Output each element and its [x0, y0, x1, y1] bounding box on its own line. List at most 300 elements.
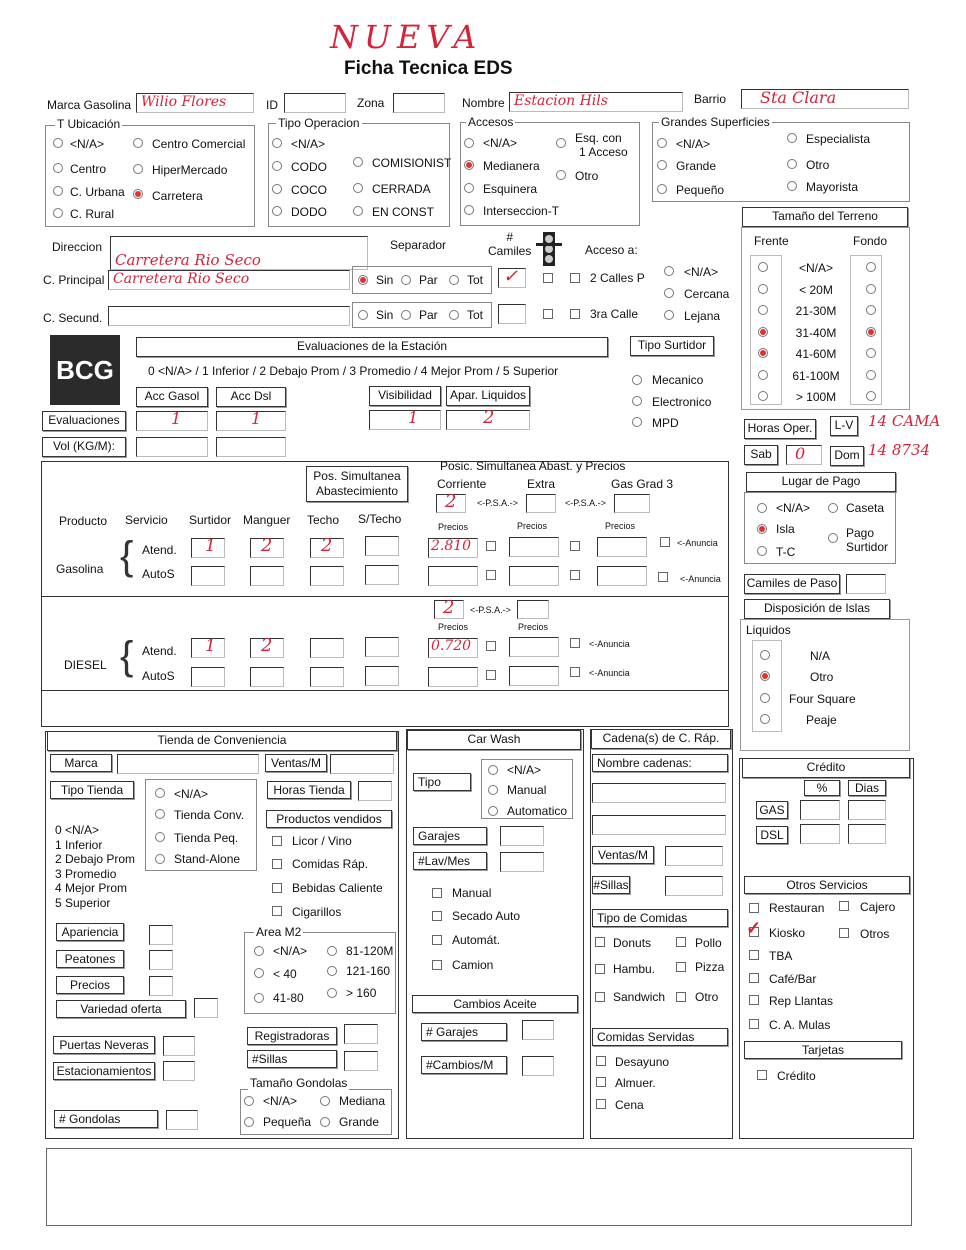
pv-cigarillos-check[interactable] — [272, 906, 282, 916]
tienda-marca-button[interactable]: Marca — [50, 754, 112, 772]
gas-autos-surtidor[interactable] — [191, 566, 225, 586]
surt-mecanico-label: Mecanico — [652, 373, 704, 387]
id-field[interactable] — [284, 93, 346, 113]
frente-radio-4[interactable] — [758, 348, 768, 358]
surt-electronico-radio[interactable] — [632, 396, 642, 406]
os-kiosko-mark: ✓ — [746, 918, 762, 938]
op-na-label: <N/A> — [291, 137, 326, 151]
os-cajero-check[interactable] — [839, 901, 849, 911]
stecho-header: S/Techo — [358, 512, 402, 526]
cw-manual-chk-label: Manual — [452, 886, 492, 900]
gas-autos-stecho[interactable] — [365, 565, 399, 585]
gond-na-label: <N/A> — [263, 1094, 298, 1108]
tc-pollo-check[interactable] — [676, 937, 686, 947]
frente-radio-0[interactable] — [758, 262, 768, 272]
os-otros-check[interactable] — [839, 928, 849, 938]
dsl-autos-stecho[interactable] — [365, 666, 399, 686]
op-na-radio[interactable] — [272, 138, 282, 148]
ca-cambios-field[interactable] — [522, 1056, 554, 1076]
fondo-radio-4[interactable] — [866, 348, 876, 358]
dsl-psa-field[interactable] — [434, 597, 464, 619]
gasolina-brace: { — [120, 534, 134, 578]
gas-atend-precio1[interactable] — [428, 538, 478, 558]
peatones-button[interactable]: Peatones — [56, 950, 124, 968]
gond-pequena-radio[interactable] — [244, 1117, 254, 1127]
dsl-precios-2: Precios — [518, 622, 549, 632]
islas-liquidos: Liquidos — [746, 623, 791, 637]
eval-apar-field[interactable] — [446, 407, 530, 430]
tienda-scale-4: 4 Mejor Prom — [55, 881, 128, 895]
pv-comidas-label: Comidas Ráp. — [292, 857, 369, 871]
ubic-hiper-radio[interactable] — [133, 164, 143, 174]
gasolina-label: Gasolina — [56, 562, 104, 576]
acceso-a-label: Acceso a: — [585, 243, 638, 257]
nombre-cadenas-button[interactable]: Nombre cadenas: — [592, 754, 728, 772]
tienda-ventas-button[interactable]: Ventas/M — [265, 754, 327, 772]
gas-autos-chk3[interactable] — [658, 572, 668, 582]
eval-visib-field[interactable] — [369, 410, 441, 430]
ubicacion-title: T Ubicación — [57, 117, 121, 131]
csecund-field[interactable] — [108, 306, 350, 326]
credito-pct-button[interactable]: % — [804, 780, 840, 796]
area-4180-label: 41-80 — [273, 991, 304, 1005]
area-na-radio[interactable] — [254, 946, 264, 956]
puertas-button[interactable]: Puertas Neveras — [53, 1036, 155, 1054]
fondo-radio-2[interactable] — [866, 305, 876, 315]
marca-field[interactable] — [136, 93, 254, 113]
op-codo-radio[interactable] — [272, 161, 282, 171]
frente-radio-3[interactable] — [758, 327, 768, 337]
acc-esquinera-radio[interactable] — [464, 183, 474, 193]
gas-autos-chk1[interactable] — [486, 570, 496, 580]
cw-lav-field[interactable] — [500, 852, 544, 872]
precios-label-3: Precios — [605, 521, 636, 531]
num-gondolas-field[interactable] — [166, 1110, 198, 1130]
dsl-atend-precio1[interactable] — [428, 638, 478, 658]
cs-cena-check[interactable] — [596, 1099, 606, 1109]
sep2-sin-label: Sin — [376, 308, 394, 322]
zona-label: Zona — [357, 96, 385, 110]
dsl-autos-chk2[interactable] — [570, 667, 580, 677]
vol-gasol-field[interactable] — [136, 437, 208, 457]
tarjetas-title: Tarjetas — [744, 1041, 902, 1059]
estac-field[interactable] — [163, 1061, 195, 1081]
eval-v1: 1 — [171, 409, 182, 428]
acc-esq-radio[interactable] — [556, 138, 566, 148]
islas-na-radio[interactable] — [760, 650, 770, 660]
pv-comidas-check[interactable] — [272, 859, 282, 869]
cw-lav-button[interactable]: #Lav/Mes — [413, 852, 487, 870]
cadena-nombre-field1[interactable] — [592, 783, 726, 803]
gs-especialista-label: Especialista — [806, 132, 871, 146]
fondo-radio-6[interactable] — [866, 391, 876, 401]
precios-field[interactable] — [149, 976, 173, 996]
sep1-tot-radio[interactable] — [449, 275, 459, 285]
gas-autos-precio1[interactable] — [428, 566, 478, 586]
os-cafe-label: Café/Bar — [769, 972, 817, 986]
gas-atend-chk2[interactable] — [570, 541, 580, 551]
acc-cercana-radio[interactable] — [664, 288, 674, 298]
gas-atend-anuncia: <-Anuncia — [677, 538, 718, 548]
horas-tienda-field[interactable] — [358, 781, 392, 801]
cadena-ventas-field[interactable] — [665, 846, 723, 866]
gas-atend-techo[interactable] — [310, 535, 344, 558]
gas-autos-precio3[interactable] — [597, 566, 647, 586]
tienda-scale-3: 3 Promedio — [55, 866, 117, 881]
frente-radio-1[interactable] — [758, 284, 768, 294]
acc-na2-radio[interactable] — [664, 266, 674, 276]
area-40-label: < 40 — [273, 967, 297, 981]
gs-otro-radio[interactable] — [787, 159, 797, 169]
op-dodo-radio[interactable] — [272, 206, 282, 216]
gs-na-radio[interactable] — [657, 138, 667, 148]
csecund-label: C. Secund. — [43, 311, 103, 325]
dsl-autos-manguer[interactable] — [250, 667, 284, 687]
calles2-check[interactable] — [570, 273, 580, 283]
dsl-atend-manguer[interactable] — [250, 635, 284, 658]
estac-button[interactable]: Estacionamientos — [53, 1062, 155, 1080]
tienda-marca-field[interactable] — [117, 754, 259, 774]
islas-four-label: Four Square — [789, 692, 856, 706]
frente-radio-2[interactable] — [758, 305, 768, 315]
acc-cercana-label: Cercana — [684, 287, 730, 301]
surt-mecanico-radio[interactable] — [632, 375, 642, 385]
islas-otro-radio[interactable] — [760, 671, 770, 681]
visibilidad-button[interactable]: Visibilidad — [369, 386, 441, 406]
dsl-autos-surtidor[interactable] — [191, 667, 225, 687]
cw-secado-label: Secado Auto — [452, 909, 521, 923]
credito-gas-dias[interactable] — [848, 800, 886, 820]
horas-oper-button[interactable]: Horas Oper. — [744, 419, 816, 439]
pago-caseta-label: Caseta — [846, 501, 885, 515]
registradoras-field[interactable] — [344, 1024, 378, 1044]
psa-label-1: <-P.S.A.-> — [477, 498, 518, 508]
tc-pizza-check[interactable] — [676, 962, 686, 972]
sep1-par-radio[interactable] — [401, 275, 411, 285]
tienda-sillas-field[interactable] — [344, 1051, 378, 1071]
sep1-par-label: Par — [419, 273, 438, 287]
dom-button[interactable]: Dom — [830, 446, 864, 466]
sep2-par-radio[interactable] — [401, 310, 411, 320]
gs-pequeno-radio[interactable] — [657, 184, 667, 194]
gas-atend-chk1[interactable] — [486, 541, 496, 551]
frente-radio-5[interactable] — [758, 370, 768, 380]
cw-automat-check[interactable] — [432, 935, 442, 945]
tienda-sillas-button[interactable]: #Sillas — [247, 1050, 337, 1068]
cadena-nombre-field2[interactable] — [592, 815, 726, 835]
gas-atend-surtidor[interactable] — [191, 538, 225, 558]
ca-cambios-button[interactable]: #Cambios/M — [421, 1056, 507, 1074]
gas-atend-stecho[interactable] — [365, 536, 399, 556]
zona-field[interactable] — [393, 93, 445, 113]
credito-dias-button[interactable]: Dias — [848, 780, 886, 796]
precios-button[interactable]: Precios — [56, 976, 124, 994]
ubic-urbana-radio[interactable] — [53, 186, 63, 196]
cw-auto-radio[interactable] — [488, 806, 498, 816]
tienda-ventas-field[interactable] — [330, 754, 394, 774]
frente-radio-6[interactable] — [758, 391, 768, 401]
dsl-autos-precio2[interactable] — [509, 666, 559, 686]
camiles-paso-button[interactable]: Camiles de Paso — [744, 574, 840, 594]
surt-mpd-radio[interactable] — [632, 417, 642, 427]
dsl-atend-chk2[interactable] — [570, 638, 580, 648]
cw-secado-check[interactable] — [432, 911, 442, 921]
gas-atend-manguer[interactable] — [250, 535, 284, 558]
ubic-carretera-radio[interactable] — [133, 189, 143, 199]
tc-hambu-check[interactable] — [595, 964, 605, 974]
tt-na-radio[interactable] — [155, 788, 165, 798]
tipo-tienda-button[interactable]: Tipo Tienda — [50, 781, 134, 799]
os-restauran-check[interactable] — [749, 903, 759, 913]
traffic-light-icon — [536, 232, 562, 266]
psa-label-2: <-P.S.A.-> — [565, 498, 606, 508]
os-tba-check[interactable] — [749, 950, 759, 960]
tc-donuts-check[interactable] — [595, 937, 605, 947]
gas-atend-precio2[interactable] — [509, 537, 559, 557]
pago-caseta-radio[interactable] — [828, 503, 838, 513]
gas-atend-chk3[interactable] — [660, 537, 670, 547]
cadena-sillas-button[interactable]: #Sillas — [593, 878, 629, 892]
nombre-field[interactable] — [509, 92, 683, 112]
camiles-paso-field[interactable] — [846, 574, 886, 594]
psa-gas3-field[interactable] — [614, 494, 650, 513]
gas-autos-chk2[interactable] — [570, 570, 580, 580]
handwritten-nueva: NUEVA — [330, 18, 483, 56]
cw-tipo-button[interactable]: Tipo — [413, 773, 471, 791]
dsl-precios-1: Precios — [438, 622, 469, 632]
cprincipal-value: Carretera Rio Seco — [113, 271, 250, 287]
islas-four-radio[interactable] — [760, 693, 770, 703]
tt-conv-radio[interactable] — [155, 809, 165, 819]
apariencia-field[interactable] — [149, 925, 173, 945]
fondo-radio-1[interactable] — [866, 284, 876, 294]
op-coco-radio[interactable] — [272, 184, 282, 194]
surt-mpd-label: MPD — [652, 416, 679, 430]
credito-dsl-pct[interactable] — [800, 824, 840, 844]
camiles1-field[interactable] — [498, 268, 526, 288]
camiles2-field[interactable] — [498, 304, 526, 324]
gas-autos-manguer[interactable] — [250, 566, 284, 586]
gs-mayorista-radio[interactable] — [787, 181, 797, 191]
terreno-opt-label-6: > 100M — [795, 390, 837, 404]
fondo-radio-5[interactable] — [866, 370, 876, 380]
ca-garajes-button[interactable]: # Garajes — [421, 1023, 507, 1041]
psa-extra-field[interactable] — [526, 494, 556, 513]
cw-auto-label: Automatico — [507, 804, 568, 818]
gas-autos-techo[interactable] — [310, 566, 344, 586]
lv-value: 14 CAMA — [868, 412, 941, 430]
dsl-psa-field2[interactable] — [517, 600, 549, 619]
carwash-title: Car Wash — [407, 730, 581, 750]
lv-button[interactable]: L-V — [830, 416, 858, 436]
acc-medianera-radio[interactable] — [464, 160, 474, 170]
tc-sandwich-check[interactable] — [595, 992, 605, 1002]
cprincipal-field[interactable] — [108, 270, 350, 290]
dsl-autos-precio1[interactable] — [428, 667, 478, 687]
acc-gasol-button[interactable]: Acc Gasol — [136, 387, 208, 407]
credito-dsl-button[interactable]: DSL — [756, 826, 788, 844]
ubic-na-radio[interactable] — [53, 138, 63, 148]
num-gondolas-button[interactable]: # Gondolas — [54, 1110, 158, 1128]
direccion-field[interactable] — [110, 236, 368, 270]
eval-acc-dsl-field[interactable] — [216, 411, 286, 431]
gas-autos-label: AutoS — [142, 567, 175, 581]
gas-atend-precio3[interactable] — [597, 537, 647, 557]
sep2-tot-radio[interactable] — [449, 310, 459, 320]
area-81-radio[interactable] — [327, 946, 337, 956]
cw-manual-radio[interactable] — [488, 785, 498, 795]
psa-corriente-field[interactable] — [436, 491, 466, 513]
cw-na-radio[interactable] — [488, 765, 498, 775]
cadena-ventas-button[interactable]: Ventas/M — [592, 846, 654, 864]
posic-label: Posic. Simultanea Abast. y Precios — [440, 459, 626, 473]
ubic-centro-radio[interactable] — [53, 163, 63, 173]
vol-button[interactable]: Vol (KG/M): — [42, 437, 126, 457]
sab-button[interactable]: Sab — [744, 445, 778, 465]
pago-isla-radio[interactable] — [757, 524, 767, 534]
dsl-atend-stecho[interactable] — [365, 637, 399, 657]
acc-interseccion-radio[interactable] — [464, 205, 474, 215]
gs-grande-radio[interactable] — [657, 160, 667, 170]
variedad-field[interactable] — [194, 998, 218, 1018]
tt-peq-radio[interactable] — [155, 832, 165, 842]
ubic-cc-radio[interactable] — [133, 138, 143, 148]
acc-lejana-radio[interactable] — [664, 310, 674, 320]
puertas-field[interactable] — [163, 1036, 195, 1056]
credito-gas-button[interactable]: GAS — [756, 801, 788, 819]
gas-autos-precio2[interactable] — [509, 566, 559, 586]
tarjeta-credito-check[interactable] — [757, 1070, 767, 1080]
pago-tc-radio[interactable] — [757, 546, 767, 556]
fondo-radio-0[interactable] — [866, 262, 876, 272]
tc-donuts-label: Donuts — [613, 936, 652, 950]
dsl-atend-surtidor[interactable] — [191, 638, 225, 658]
calle3-check[interactable] — [570, 309, 580, 319]
credito-title: Crédito — [742, 758, 910, 778]
credito-dsl-dias[interactable] — [848, 824, 886, 844]
psa-corriente-value: 2 — [445, 491, 457, 512]
gond-grande-radio[interactable] — [320, 1117, 330, 1127]
op-enconst-radio[interactable] — [353, 206, 363, 216]
apariencia-button[interactable]: Apariencia — [56, 923, 124, 941]
camiles2-check[interactable] — [543, 309, 553, 319]
sab-field[interactable] — [786, 445, 822, 465]
terreno-opt-label-0: <N/A> — [798, 261, 834, 275]
camiles-label: # Camiles — [488, 230, 532, 258]
dsl-atend-anuncia: <-Anuncia — [589, 639, 630, 649]
area-121-radio[interactable] — [327, 966, 337, 976]
cw-manual-check[interactable] — [432, 888, 442, 898]
cadena-sillas-field[interactable] — [665, 876, 723, 896]
pago-surtidor-radio[interactable] — [828, 533, 838, 543]
dsl-autos-techo[interactable] — [310, 667, 344, 687]
op-comision-radio[interactable] — [353, 157, 363, 167]
op-cerrada-radio[interactable] — [353, 183, 363, 193]
ubic-cc-label: Centro Comercial — [152, 137, 246, 151]
cw-garajes-button[interactable]: Garajes — [413, 827, 487, 845]
pv-licor-check[interactable] — [272, 836, 282, 846]
tc-pizza-label: Pizza — [695, 960, 725, 974]
tienda-scale-2: 2 Debajo Prom — [55, 852, 136, 866]
tienda-scale-5: 5 Superior — [55, 895, 111, 910]
terreno-title: Tamaño del Terreno — [742, 207, 908, 227]
evaluaciones-button[interactable]: Evaluaciones — [42, 411, 126, 431]
vol-dsl-field[interactable] — [216, 437, 286, 457]
pv-cigarillos-label: Cigarillos — [292, 905, 342, 919]
peatones-field[interactable] — [149, 950, 173, 970]
cw-camion-check[interactable] — [432, 960, 442, 970]
tienda-title: Tienda de Conveniencia — [47, 731, 397, 751]
gs-especialista-radio[interactable] — [787, 133, 797, 143]
sep2-par-label: Par — [419, 308, 438, 322]
acc-na-radio[interactable] — [464, 138, 474, 148]
islas-otro-label: Otro — [810, 670, 834, 684]
dsl-atend-precio2[interactable] — [509, 637, 559, 657]
gond-na-radio[interactable] — [244, 1096, 254, 1106]
cs-almuer-check[interactable] — [596, 1077, 606, 1087]
area-160-radio[interactable] — [327, 988, 337, 998]
ca-garajes-field[interactable] — [522, 1020, 554, 1040]
dom-value: 14 8734 — [868, 441, 931, 459]
op-coco-label: COCO — [291, 183, 327, 197]
dsl-atend-chk1[interactable] — [486, 641, 496, 651]
os-cafe-check[interactable] — [749, 973, 759, 983]
dsl-autos-chk1[interactable] — [486, 670, 496, 680]
pago-na-radio[interactable] — [757, 503, 767, 513]
barrio-field[interactable] — [741, 89, 909, 109]
islas-peaje-radio[interactable] — [760, 714, 770, 724]
cw-garajes-field[interactable] — [500, 826, 544, 846]
cprincipal-label: C. Principal — [43, 273, 105, 287]
sep1-sin-radio[interactable] — [358, 275, 368, 285]
gond-mediana-radio[interactable] — [320, 1096, 330, 1106]
pago-isla-label: Isla — [776, 522, 795, 536]
cs-desayuno-check[interactable] — [596, 1056, 606, 1066]
area-4180-radio[interactable] — [254, 993, 264, 1003]
horas-tienda-button[interactable]: Horas Tienda — [267, 781, 351, 799]
sep2-sin-radio[interactable] — [358, 310, 368, 320]
fondo-radio-3[interactable] — [866, 327, 876, 337]
credito-gas-pct[interactable] — [800, 800, 840, 820]
eval-acc-gasol-field[interactable] — [136, 411, 208, 431]
gas-autos-anuncia: <-Anuncia — [680, 574, 721, 584]
acc-dsl-button[interactable]: Acc Dsl — [216, 387, 286, 407]
os-mulas-check[interactable] — [749, 1019, 759, 1029]
servicio-header: Servicio — [125, 513, 168, 527]
notes-area[interactable] — [46, 1148, 912, 1226]
apar-liquidos-button[interactable]: Apar. Liquidos — [446, 386, 530, 406]
sep2-tot-label: Tot — [467, 308, 484, 322]
id-label: ID — [266, 98, 278, 112]
pv-bebidas-check[interactable] — [272, 883, 282, 893]
registradoras-button[interactable]: Registradoras — [247, 1027, 337, 1045]
cw-automat-label: Automát. — [452, 933, 501, 947]
acc-otro-radio[interactable] — [556, 170, 566, 180]
os-llantas-check[interactable] — [749, 995, 759, 1005]
eval-v4: 2 — [483, 407, 495, 428]
camiles1-check[interactable] — [543, 273, 553, 283]
ubic-rural-radio[interactable] — [53, 208, 63, 218]
tt-stand-label: Stand-Alone — [174, 852, 241, 866]
os-tba-label: TBA — [769, 949, 793, 963]
area-40-radio[interactable] — [254, 968, 264, 978]
variedad-button[interactable]: Variedad oferta — [56, 1000, 186, 1018]
nombre-label: Nombre — [462, 96, 505, 110]
dsl-atend-techo[interactable] — [310, 638, 344, 658]
dsl-autos-label: AutoS — [142, 669, 175, 683]
tt-stand-radio[interactable] — [155, 854, 165, 864]
tc-otro-check[interactable] — [676, 992, 686, 1002]
